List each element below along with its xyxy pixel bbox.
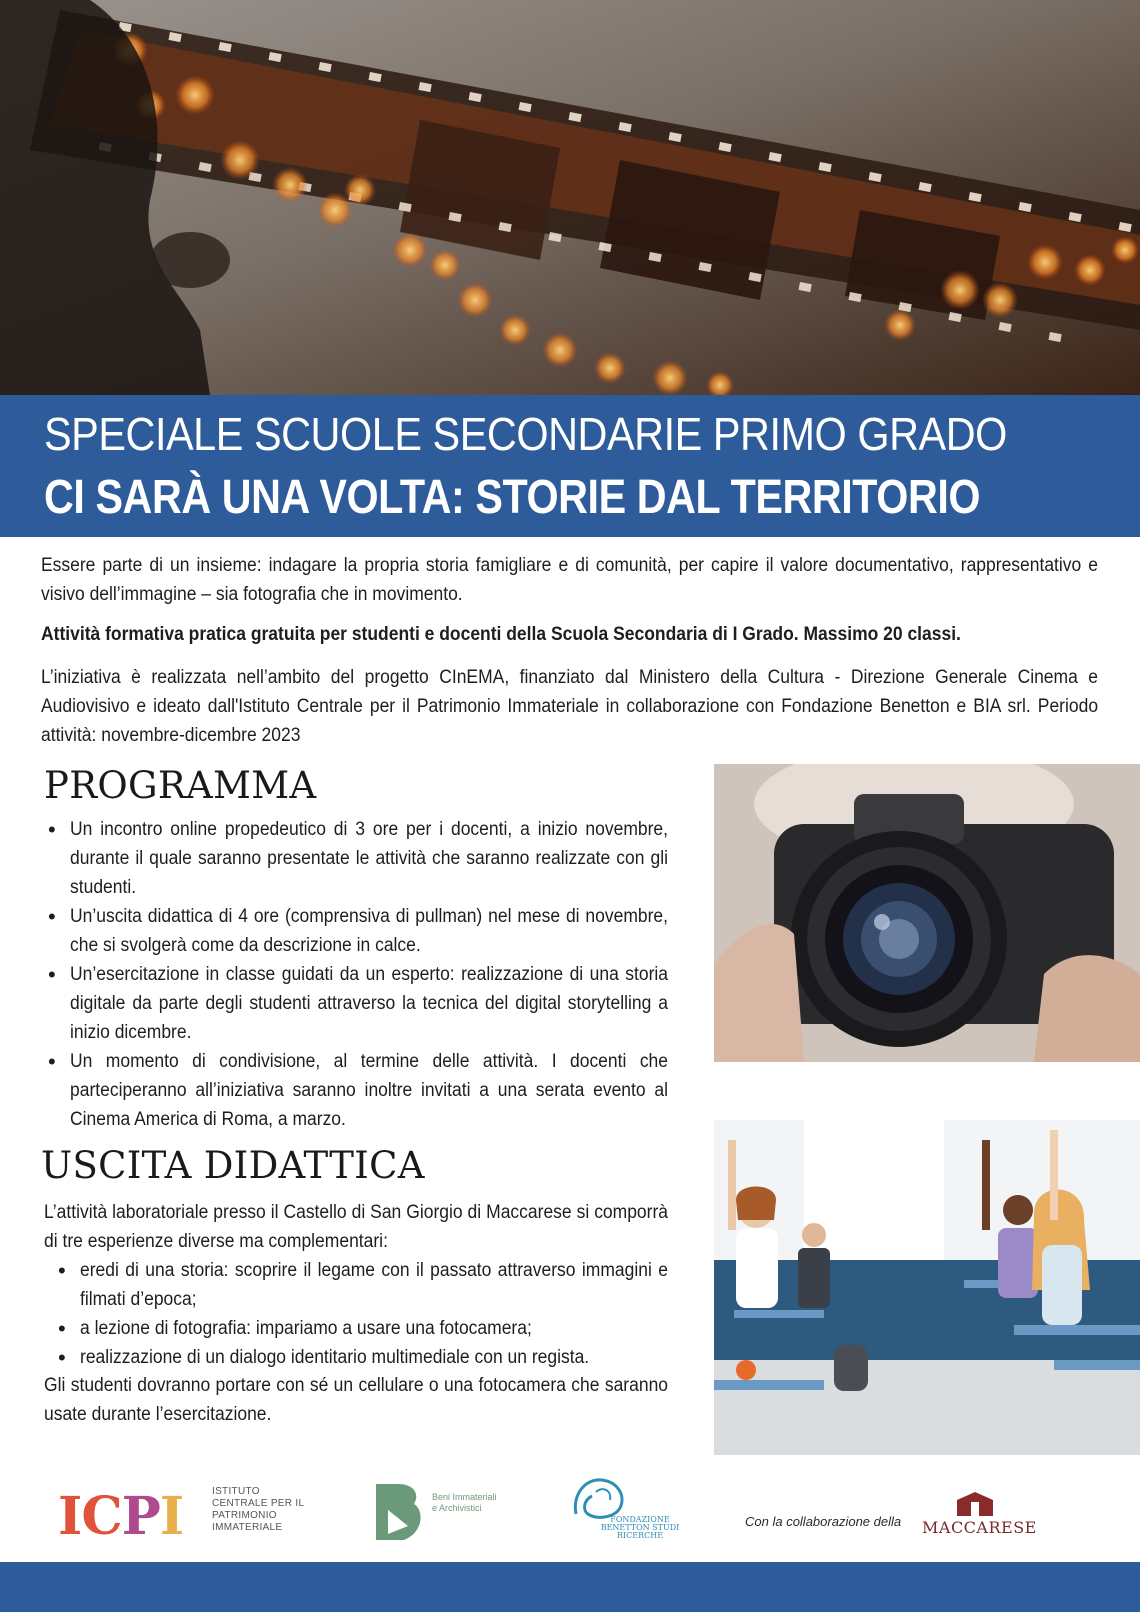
intro-paragraph-1: Essere parte di un insieme: indagare la propria storia famigliare e di comunità, per capire il valore documentativo, rappresentativo e visivo dell’immagine – sia fotografia che in movimento. bbox=[41, 555, 1099, 605]
programma-list bbox=[44, 815, 668, 1134]
benetton-caption: FONDAZIONE BENETTON STUDI RICERCHE bbox=[600, 1515, 680, 1540]
list-item: • Un incontro online propedeutico di 3 ore per i docenti, a inizio novembre, durante il quale saranno presentate le attività che saranno realizzate con gli studenti. bbox=[44, 815, 668, 902]
intro-paragraph-3: L’iniziativa è realizzata nell’ambito del progetto CInEMA, finanziato dal Ministero della Cultura - Direzione Generale Cinema e Audiovisivo e ideato dall'Istituto Centrale per il Patrimonio Immateriale in collaborazione con Fondazione Benetton e BIA srl. Periodo attività: novembre-dicembre 2023 bbox=[41, 667, 1099, 746]
uscita-list bbox=[54, 1256, 668, 1372]
classroom-icon bbox=[714, 1120, 1140, 1455]
hero-film-strip-image bbox=[0, 0, 1140, 395]
banner-subtitle: SPECIALE SCUOLE SECONDARIE PRIMO GRADO bbox=[44, 408, 1007, 460]
list-item: • a lezione di fotografia: impariamo a usare una fotocamera; bbox=[54, 1314, 668, 1343]
list-item: • Un momento di condivisione, al termine delle attività. I docenti che parteciperanno all’iniziativa saranno inoltre invitati a una serata evento al Cinema America di Roma, a marzo. bbox=[44, 1047, 668, 1134]
maccarese-name: MACCARESE bbox=[922, 1518, 1037, 1537]
bia-caption: Beni Immateriali e Archivistici bbox=[432, 1492, 497, 1513]
title-banner bbox=[0, 395, 1140, 537]
maccarese-logo-icon bbox=[955, 1490, 995, 1518]
list-item: • Un’esercitazione in classe guidati da un esperto: realizzazione di una storia digitale da parte degli studenti attraverso la tecnica del digital storytelling a inizio dicembre. bbox=[44, 960, 668, 1047]
camera-icon bbox=[714, 764, 1140, 1062]
film-strip-icon bbox=[0, 0, 1140, 395]
collaboration-text: Con la collaborazione della bbox=[745, 1514, 902, 1529]
section-title-uscita: USCITA DIDATTICA bbox=[41, 1144, 425, 1187]
banner-title: CI SARÀ UNA VOLTA: STORIE DAL TERRITORIO bbox=[44, 471, 981, 524]
list-item: • Un’uscita didattica di 4 ore (comprensiva di pullman) nel mese di novembre, che si svolgerà come da descrizione in calce. bbox=[44, 902, 668, 960]
list-item: • eredi di una storia: scoprire il legame con il passato attraverso immagini e filmati d’epoca; bbox=[54, 1256, 668, 1314]
footer-bar bbox=[0, 1562, 1140, 1612]
camera-lens-photo bbox=[714, 764, 1140, 1062]
intro-paragraph-bold: Attività formativa pratica gratuita per studenti e docenti della Scuola Secondaria di I Grado. Massimo 20 classi. bbox=[41, 624, 961, 645]
bia-logo-icon bbox=[374, 1482, 426, 1542]
section-title-programma: PROGRAMMA bbox=[44, 764, 317, 807]
partner-logos bbox=[0, 1470, 1140, 1560]
classroom-students-photo bbox=[714, 1120, 1140, 1455]
list-item: • realizzazione di un dialogo identitario multimediale con un regista. bbox=[54, 1343, 668, 1372]
icpi-caption: ISTITUTO CENTRALE PER IL PATRIMONIO IMMATERIALE bbox=[212, 1486, 304, 1533]
icpi-logo: ICPI bbox=[58, 1486, 184, 1547]
uscita-intro: L’attività laboratoriale presso il Castello di San Giorgio di Maccarese si comporrà di tre esperienze diverse ma complementari: bbox=[44, 1202, 669, 1252]
uscita-outro: Gli studenti dovranno portare con sé un cellulare o una fotocamera che saranno usate durante l’esercitazione. bbox=[44, 1375, 669, 1425]
